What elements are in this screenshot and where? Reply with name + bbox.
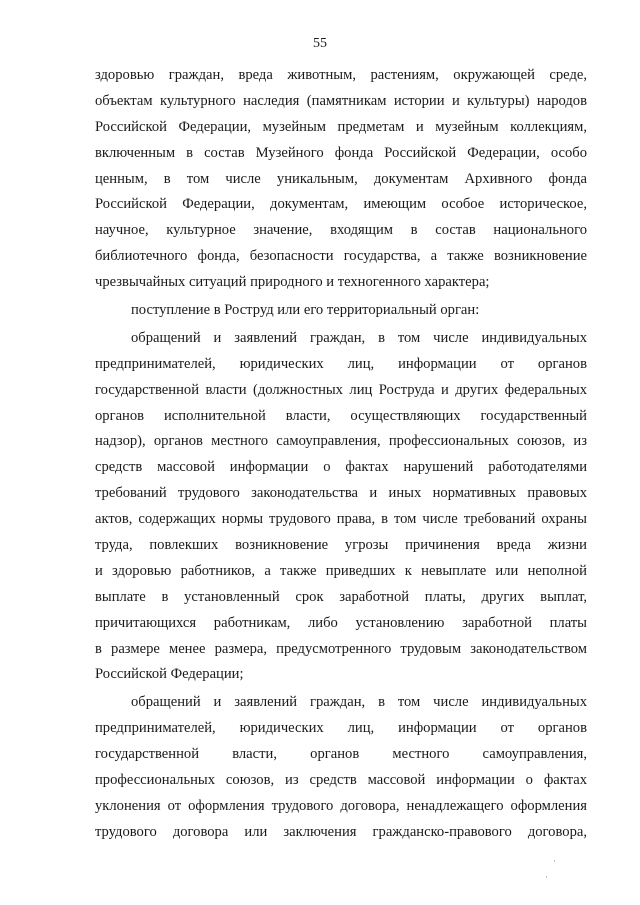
document-body [95,63,587,846]
text-line: государственной власти, органов местного самоуправления, [95,746,587,763]
text-line: трудового договора или заключения гражданско-правового договора, [95,823,587,840]
text-line: и здоровью работников, а также приведших к невыплате или неполной [95,562,587,579]
text-line: труда, повлекших возникновение угрозы причинения вреда жизни [95,537,587,554]
text-line: выплате в установленный срок заработной платы, других выплат, [95,588,587,605]
text-line: ценным, в том числе уникальным, документам Архивного фонда [95,170,587,187]
text-line: чрезвычайных ситуаций природного и техногенного характера; [95,274,490,291]
text-line: в размере менее размера, предусмотренного трудовым законодательством [95,640,587,657]
scan-speck: · [545,872,548,882]
page-number: 55 [313,36,327,51]
text-line: надзор), органов местного самоуправления, профессиональных союзов, из [95,433,587,450]
text-line: объектам культурного наследия (памятникам истории и культуры) народов [95,92,587,109]
paragraph-start-line: обращений и заявлений граждан, в том числе индивидуальных [131,329,587,346]
text-line: здоровью граждан, вреда животным, растениям, окружающей среде, [95,67,587,83]
paragraph-start-line: обращений и заявлений граждан, в том числе индивидуальных [131,694,587,711]
text-line: причитающихся работникам, либо установлению заработной платы [95,614,587,631]
text-line: включенным в состав Музейного фонда Российской Федерации, особо [95,144,587,161]
text-line: предпринимателей, юридических лиц, информации от органов [95,355,587,372]
text-line: уклонения от оформления трудового договора, ненадлежащего оформления [95,797,587,814]
text-line: средств массовой информации о фактах нарушений работодателями [95,459,587,476]
text-line: библиотечного фонда, безопасности государства, а также возникновение [95,248,587,265]
text-line: профессиональных союзов, из средств массовой информации о фактах [95,772,587,789]
paragraph-start-line: поступление в Роструд или его территориальный орган: [131,302,480,319]
text-line: Российской Федерации; [95,666,244,683]
text-line: государственной власти (должностных лиц Роструда и других федеральных [95,381,587,398]
text-line: Российской Федерации, документам, имеющим особое историческое, [95,196,587,213]
text-line: актов, содержащих нормы трудового права, в том числе требований охраны [95,511,587,528]
scan-speck: · [553,856,556,866]
text-line: предпринимателей, юридических лиц, информации от органов [95,720,587,737]
text-line: органов исполнительной власти, осуществляющих государственный [95,407,587,424]
text-line: научное, культурное значение, входящим в состав национального [95,222,587,239]
text-line: Российской Федерации, музейным предметам и музейным коллекциям, [95,118,587,135]
text-line: требований трудового законодательства и иных нормативных правовых [95,485,587,502]
